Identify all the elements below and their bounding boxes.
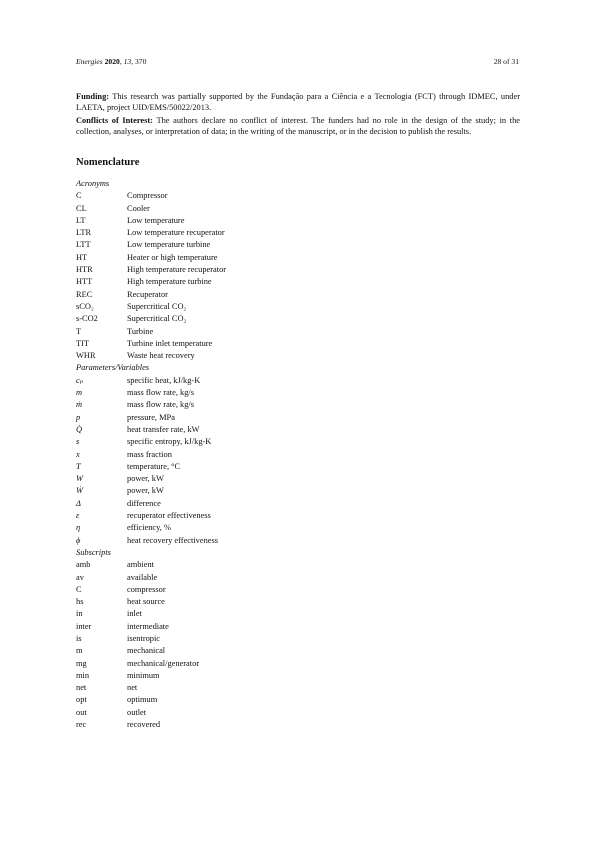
funding-label: Funding: [76, 92, 110, 101]
nomenclature-row [76, 584, 520, 596]
nomenclature-row [76, 498, 520, 510]
nomenclature-description: Cooler [127, 203, 150, 213]
nomenclature-row [76, 227, 520, 239]
nomenclature-symbol: opt [76, 695, 87, 705]
nomenclature-row [76, 559, 520, 571]
nomenclature-symbol: hs [76, 597, 84, 607]
nomenclature-row [76, 461, 520, 473]
nomenclature-description: available [127, 572, 158, 582]
conflicts-text: The authors declare no conflict of interest. The funders had no role in the design of the study; in the collection, analyses, or interpretation of data; in the writing of the manuscript, or in the decision to publish the results. [76, 116, 520, 136]
nomenclature-section-title: Parameters/Variables [76, 363, 150, 373]
nomenclature-symbol: W [76, 474, 83, 484]
nomenclature-description: mass flow rate, kg/s [127, 400, 194, 410]
nomenclature-description: inlet [127, 609, 142, 619]
nomenclature-symbol: C [76, 584, 82, 594]
nomenclature-symbol: Ẇ [76, 486, 83, 496]
nomenclature-symbol: LT [76, 215, 86, 225]
article-number: 370 [135, 57, 147, 66]
nomenclature-symbol: LTT [76, 240, 91, 250]
nomenclature-row [76, 572, 520, 584]
nomenclature-row [76, 436, 520, 448]
nomenclature-description: heat recovery effectiveness [127, 535, 218, 545]
nomenclature-row [76, 621, 520, 633]
nomenclature-description: mass flow rate, kg/s [127, 388, 194, 398]
nomenclature-description: minimum [127, 670, 160, 680]
nomenclature-row [76, 682, 520, 694]
nomenclature-description: specific heat, kJ/kg-K [127, 375, 201, 385]
nomenclature-row [76, 449, 520, 461]
conflicts-paragraph [76, 116, 520, 137]
nomenclature-description: Heater or high temperature [127, 252, 218, 262]
nomenclature-description: High temperature recuperator [127, 265, 227, 275]
nomenclature-row [76, 313, 520, 325]
nomenclature-symbol: HT [76, 252, 88, 262]
nomenclature-symbol: HTR [76, 265, 93, 275]
nomenclature-symbol: C [76, 191, 82, 201]
nomenclature-description: Supercritical CO₂ [127, 314, 187, 324]
nomenclature-row [76, 694, 520, 706]
nomenclature-symbol: T [76, 326, 82, 336]
nomenclature-symbol: p [76, 412, 81, 422]
nomenclature-row [76, 596, 520, 608]
nomenclature-symbol: min [76, 670, 90, 680]
nomenclature-row [76, 301, 520, 313]
nomenclature-description: intermediate [127, 621, 169, 631]
nomenclature-row [76, 264, 520, 276]
nomenclature-row [76, 276, 520, 288]
nomenclature-description: heat source [127, 597, 165, 607]
page-number: 28 of 31 [493, 57, 519, 66]
nomenclature-description: Low temperature [127, 215, 185, 225]
nomenclature-row [76, 203, 520, 215]
nomenclature-heading: Nomenclature [76, 157, 140, 168]
nomenclature-row [76, 289, 520, 301]
nomenclature-symbol: Q̇ [76, 424, 83, 434]
nomenclature-symbol: mg [76, 658, 87, 668]
nomenclature-row [76, 326, 520, 338]
nomenclature-section-title: Acronyms [76, 179, 110, 188]
page-header [76, 57, 519, 66]
nomenclature-symbol: TIT [76, 338, 90, 348]
nomenclature-description: Low temperature recuperator [127, 228, 225, 238]
nomenclature-description: Low temperature turbine [127, 240, 211, 250]
nomenclature-description: Recuperator [127, 289, 168, 299]
nomenclature-description: specific entropy, kJ/kg-K [127, 437, 212, 447]
nomenclature-symbol: ε [76, 511, 80, 521]
nomenclature-row [76, 375, 520, 387]
nomenclature-symbol: CL [76, 203, 87, 213]
nomenclature-symbol: rec [76, 720, 87, 730]
nomenclature-symbol: x [76, 449, 80, 459]
journal-volume: 13 [123, 57, 132, 66]
nomenclature-description: pressure, MPa [127, 412, 175, 422]
nomenclature-list [76, 178, 520, 731]
nomenclature-row [76, 399, 520, 411]
nomenclature-symbol: ϕ [76, 535, 81, 545]
nomenclature-row [76, 707, 520, 719]
nomenclature-description: isentropic [127, 633, 161, 643]
nomenclature-symbol: WHR [76, 351, 96, 361]
nomenclature-symbol: inter [76, 621, 92, 631]
nomenclature-description: recuperator effectiveness [127, 511, 211, 521]
funding-paragraph [76, 92, 520, 113]
nomenclature-symbol: η [76, 523, 81, 533]
nomenclature-row [76, 485, 520, 497]
nomenclature-symbol: LTR [76, 228, 92, 238]
nomenclature-row [76, 670, 520, 682]
nomenclature-row [76, 424, 520, 436]
nomenclature-symbol: ṁ [76, 400, 83, 410]
nomenclature-description: High temperature turbine [127, 277, 212, 287]
nomenclature-description: recovered [127, 720, 161, 730]
nomenclature-description: mass fraction [127, 449, 172, 459]
journal-citation: Energies 2020, 13, 370 [76, 57, 147, 66]
nomenclature-row [76, 239, 520, 251]
nomenclature-symbol: m [76, 388, 83, 398]
nomenclature-symbol: Δ [76, 498, 81, 508]
nomenclature-row [76, 719, 520, 731]
nomenclature-description: power, kW [127, 486, 164, 496]
nomenclature-row [76, 350, 520, 362]
nomenclature-description: optimum [127, 695, 158, 705]
nomenclature-symbol: REC [76, 289, 93, 299]
nomenclature-row [76, 645, 520, 657]
nomenclature-description: difference [127, 498, 161, 508]
funding-text: This research was partially supported by the Fundação para a Ciência e a Tecnologia (FCT) through IDMEC, under LAETA, project UID/EMS/50022/2013. [76, 92, 520, 112]
nomenclature-row [76, 633, 520, 645]
journal-year: 2020 [104, 57, 120, 66]
nomenclature-symbol: s-CO2 [76, 314, 98, 324]
nomenclature-row [76, 473, 520, 485]
nomenclature-description: efficiency, % [127, 523, 171, 533]
nomenclature-row [76, 252, 520, 264]
nomenclature-description: Waste heat recovery [127, 351, 195, 361]
nomenclature-section-title: Subscripts [76, 547, 111, 557]
nomenclature-description: heat transfer rate, kW [127, 424, 200, 434]
nomenclature-symbol: amb [76, 560, 91, 570]
nomenclature-description: net [127, 683, 138, 693]
nomenclature-description: Compressor [127, 191, 168, 201]
nomenclature-row [76, 338, 520, 350]
nomenclature-description: Supercritical CO₂ [127, 301, 187, 311]
nomenclature-description: compressor [127, 584, 166, 594]
nomenclature-description: Turbine inlet temperature [127, 338, 213, 348]
nomenclature-row [76, 535, 520, 547]
nomenclature-description: mechanical [127, 646, 166, 656]
nomenclature-symbol: net [76, 683, 87, 693]
nomenclature-description: ambient [127, 560, 154, 570]
nomenclature-description: mechanical/generator [127, 658, 200, 668]
nomenclature-description: outlet [127, 707, 147, 717]
nomenclature-symbol: out [76, 707, 87, 717]
nomenclature-row [76, 412, 520, 424]
nomenclature-symbol: m [76, 646, 83, 656]
nomenclature-symbol: cₚ [76, 375, 84, 385]
nomenclature-row [76, 215, 520, 227]
nomenclature-symbol: sCO₂ [76, 301, 94, 311]
nomenclature-description: power, kW [127, 474, 164, 484]
nomenclature-symbol: in [76, 609, 83, 619]
nomenclature-symbol: s [76, 437, 80, 447]
nomenclature-symbol: is [76, 633, 82, 643]
nomenclature-symbol: HTT [76, 277, 93, 287]
nomenclature-row [76, 608, 520, 620]
nomenclature-row [76, 387, 520, 399]
journal-name: Energies [76, 57, 103, 66]
nomenclature-row [76, 190, 520, 202]
nomenclature-description: Turbine [127, 326, 154, 336]
nomenclature-symbol: av [76, 572, 84, 582]
nomenclature-description: temperature, °C [127, 461, 181, 471]
nomenclature-row [76, 522, 520, 534]
nomenclature-row [76, 658, 520, 670]
nomenclature-row [76, 510, 520, 522]
conflicts-label: Conflicts of Interest: [76, 116, 153, 125]
nomenclature-symbol: T [76, 461, 81, 471]
